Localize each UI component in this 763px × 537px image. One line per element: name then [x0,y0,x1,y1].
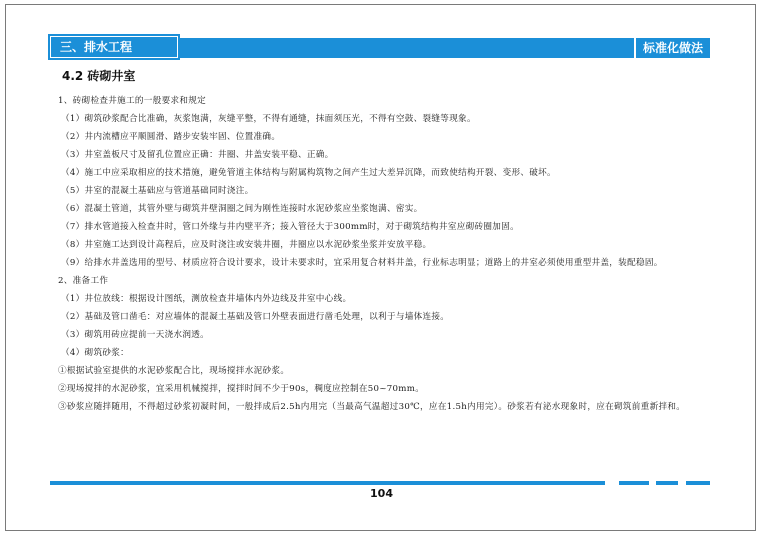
body-line: （2）基础及管口凿毛：对应墙体的混凝土基础及管口外壁表面进行凿毛处理，以利于与墙体连接。 [61,312,450,322]
body-line: （7）排水管道接入检查井时，管口外缘与井内壁平齐；接入管径大于300mm时，对于砌筑结构井室应砌砖圈加固。 [61,222,519,232]
body-line: ①根据试验室提供的水泥砂浆配合比，现场搅拌水泥砂浆。 [58,366,290,376]
footer-dash [686,481,710,485]
body-line: （6）混凝土管道，其管外壁与砌筑井壁洞圈之间为刚性连接时水泥砂浆应坐浆饱满、密实。 [61,204,423,214]
body-line: （4）砌筑砂浆： [61,348,130,358]
heading-general-requirements: 1、砖砌检查井施工的一般要求和规定 [58,96,207,106]
body-line: ③砂浆应随拌随用，不得超过砂浆初凝时间，一般拌成后2.5h内用完（当最高气温超过30℃，应在1.5h内用完）。砂浆若有泌水现象时，应在砌筑前重新拌和。 [58,402,686,412]
footer-rule [50,481,605,485]
body-line: （4）施工中应采取相应的技术措施，避免管道主体结构与附属构筑物之间产生过大差异沉降，而致使结构开裂、变形、破坏。 [61,168,556,178]
heading-preparation: 2、准备工作 [58,276,109,286]
body-line: （2）井内流槽应平顺圆滑、踏步安装牢固、位置准确。 [61,132,281,142]
body-line: （8）井室施工达到设计高程后，应及时浇注或安装井圈，井圈应以水泥砂浆坐浆并安放平稳。 [61,240,432,250]
body-line: ②现场搅拌的水泥砂浆，宜采用机械搅拌，搅拌时间不少于90s，稠度应控制在50~70mm。 [58,384,425,394]
standard-label: 标准化做法 [634,38,710,58]
chapter-title: 三、排水工程 [50,36,178,58]
body-line: （1）井位放线：根据设计图纸，测放检查井墙体内外边线及井室中心线。 [61,294,352,304]
page-number: 104 [370,487,393,500]
body-line: （9）给排水井盖选用的型号、材质应符合设计要求，设计未要求时，宜采用复合材料井盖，行业标志明显；道路上的井室必须使用重型井盖，装配稳固。 [61,258,663,268]
section-title: 4.2 砖砌井室 [62,69,136,83]
body-line: （3）砌筑用砖应提前一天浇水润透。 [61,330,210,340]
footer-dash [656,481,678,485]
document-body [58,92,708,416]
body-line: （5）井室的混凝土基础应与管道基础同时浇注。 [61,186,254,196]
footer-dash [619,481,649,485]
body-line: （3）井室盖板尺寸及留孔位置应正确：井圈、井盖安装平稳、正确。 [61,150,334,160]
body-line: （1）砌筑砂浆配合比准确，灰浆饱满，灰缝平整，不得有通缝，抹面须压光，不得有空鼓、裂缝等现象。 [61,114,476,124]
